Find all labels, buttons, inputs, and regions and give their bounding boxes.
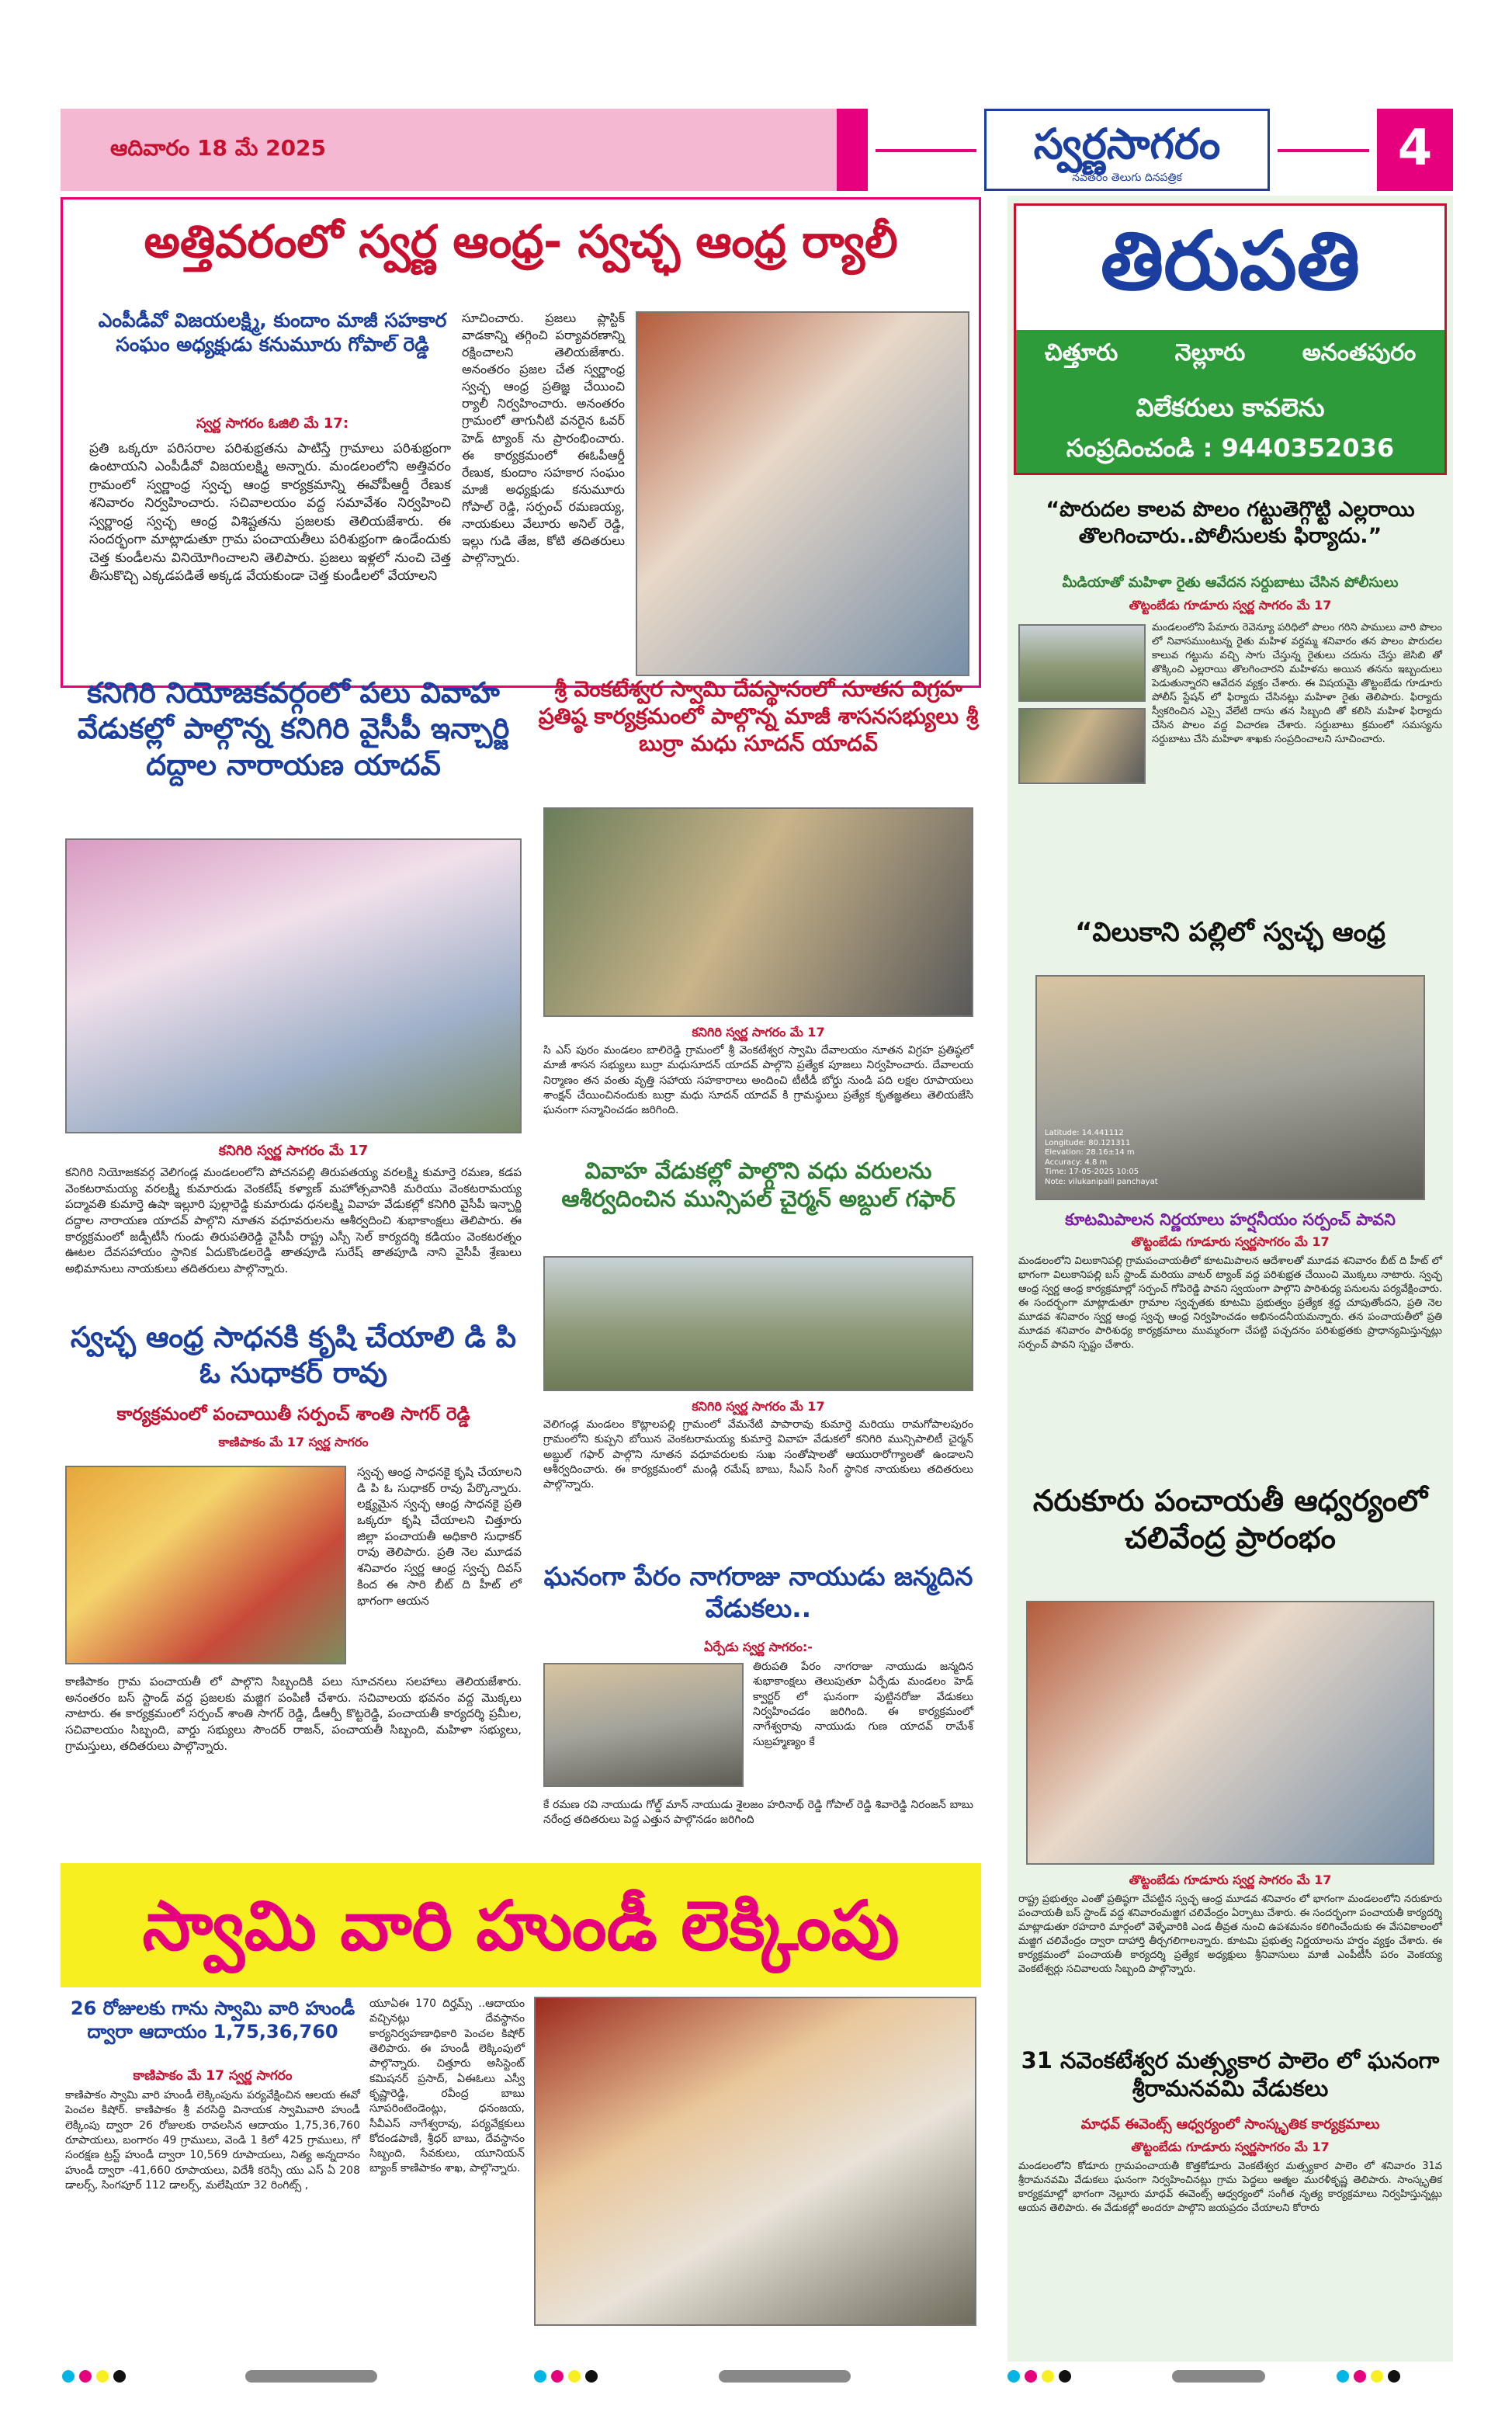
vilukani-photo-stamp: Latitude: 14.441112 Longitude: 80.121311 Elevation: 28.16±14 m Accuracy: 4.8 m Time: 17-05-2025 10:05 Note: vilukanipalli panchayat xyxy=(1045,1129,1158,1186)
masthead-rule-left xyxy=(876,149,976,152)
story-wedding xyxy=(536,1157,981,1591)
sriramanavami-dateline: తొట్టంబేడు గూడూరు స్వర్ణసాగరం మే 17 xyxy=(1131,2140,1330,2154)
ad-tirupati xyxy=(1014,203,1447,475)
temple-dateline: కనిగిరి స్వర్ణ సాగరం మే 17 xyxy=(692,1025,825,1039)
story-chalivendram xyxy=(1014,1483,1447,2011)
swachh-headline: స్వచ్ఛ ఆంధ్ర సాధనకి కృషి చేయాలి డి పి ఓ సుధాకర్ రావు xyxy=(70,1321,517,1390)
kanigiri-headline: కనిగిరి నియోజకవర్గంలో పలు వివాహ వేడుకల్లో పాల్గొన్న కనిగిరి వైసీపీ ఇన్చార్జి దద్దాల నారాయణ యాదవ్ xyxy=(77,676,510,782)
paper-name: స్వర్ణసాగరం xyxy=(1033,119,1221,168)
rally-body-1: ప్రతి ఒక్కరూ పరిసరాల పరిశుభ్రతను పాటిస్తే గ్రామాలు పరిశుభ్రంగా ఉంటాయని ఎంపీడీవో విజయలక్ష్మి అన్నారు. మండలంలోని అత్తివరం గ్రామంలో స్వర్ణాంధ్ర స్వచ్ఛ ఆంధ్ర కార్యక్రమాన్ని ఈవోపీఆర్డీ రేణుక శనివారం నిర్వహించారు. సచివాలయం వద్ద సమావేశం నిర్వహించి స్వర్ణాంధ్ర స్వచ్ఛ ఆంధ్ర విశిష్టతను ప్రజలకు తెలియజేశారు. ఈ సందర్భంగా మాట్లాడుతూ గ్రామ పంచాయతీలు పరిశుభ్రంగా ఉండేందుకు చెత్త కుండీలను వినియోగించాలని తెలిపారు. ప్రజలు ఇళ్లలో నుంచి చెత్త తీసుకొచ్చి ఎక్కడపడితే అక్కడ వేయకుండా చెత్త కుండీలలో వేయాలని xyxy=(89,441,451,585)
birthday-dateline: ఏర్పేడు స్వర్ణ సాగరం:- xyxy=(704,1640,813,1654)
birthday-photo xyxy=(543,1663,744,1787)
print-marks-left xyxy=(62,2368,130,2383)
hundi-banner-title: స్వామి వారి హుండీ లెక్కింపు xyxy=(142,1886,900,1966)
hundi-photo xyxy=(534,1997,976,2326)
chalivendram-headline: నరుకూరు పంచాయతీ ఆధ్వర్యంలో చలివేంద్ర ప్రారంభం xyxy=(1032,1484,1428,1555)
farmer-photo-2 xyxy=(1018,708,1146,784)
ad-district-3: అనంతపురం xyxy=(1302,339,1417,366)
page-number-box xyxy=(1377,109,1453,191)
wedding-headline: వివాహ వేడుకల్లో పాల్గొని వధు వరులను ఆశీర్వదించిన మున్సిపల్ చైర్మన్ అబ్దుల్ గఫార్ xyxy=(561,1157,955,1213)
temple-headline: శ్రీ వెంకటేశ్వర స్వామి దేవస్థానంలో నూతన విగ్రహ ప్రతిష్ఠ కార్యక్రమంలో పాల్గొన్న మాజీ శాసనసభ్యులు శ్రీ బుర్రా మధు సూదన్ యాదవ్ xyxy=(538,676,979,756)
swachh-body-2: కాణిపాకం గ్రామ పంచాయతీ లో పాల్గొని సిబ్బందికి పలు సూచనలు సలహాలు తెలియజేశారు. అనంతరం బస్ స్టాండ్ వద్ద ప్రజలకు మజ్జిగ పంపిణీ చేశారు. సచివాలయ భవనం వద్ద మొక్కలు నాటారు. ఈ కార్యక్రమంలో సర్పంచ్ శాంతి సాగర్ రెడ్డి, డీఆర్పీ కొట్టరెడ్డి, పంచాయతీ కార్యదర్శి ప్రమీల, సచివాలయం సిబ్బంది, వార్డు సభ్యులు సౌందర్ రాజన్, పంచాయతీ సిబ్బంది, మహిళా సభ్యులు, గ్రామస్తులు, తదితరులు పాల్గొన్నారు. xyxy=(65,1675,522,1753)
swachh-photo xyxy=(65,1466,346,1664)
rally-subhead: ఎంపీడీవో విజయలక్ష్మి, కుందాం మాజీ సహకార సంఘం అధ్యక్షుడు కనుమూరు గోపాల్ రెడ్డి xyxy=(98,309,447,356)
rally-body-2: సూచించారు. ప్రజలు ప్లాస్టిక్ వాడకాన్ని తగ్గించి పర్యావరణాన్ని రక్షించాలని తెలియజేశారు. అనంతరం ప్రజల చేత స్వర్ణాంధ్ర స్వచ్ఛ ఆంధ్ర ప్రతిజ్ఞ చేయించి ర్యాలీ నిర్వహించారు. అనంతరం గ్రామంలో తాగునీటి వనరైన ఓవర్ హెడ్ ట్యాంక్ ను ప్రారంభించారు. ఈ కార్యక్రమంలో ఈఓపీఆర్డీ రేణుక, కుందాం సహకార సంఘం మాజీ అధ్యక్షుడు కనుమూరు గోపాల్ రెడ్డి, సర్పంచ్ రమణయ్య, నాయకులు వేలూరు అనిల్ రెడ్డి, ఇల్లు గుడి తేజ, కోటి తదితరులు పాల్గొన్నారు. xyxy=(462,311,625,566)
ad-district-2: నెల్లూరు xyxy=(1174,339,1246,366)
hundi-dateline: కాణిపాకం మే 17 స్వర్ణ సాగరం xyxy=(133,2068,293,2084)
birthday-body-1: తిరుపతి పేరం నాగరాజు నాయుడు జన్మదిన శుభాకాంక్షలు తెలుపుతూ ఏర్పేడు మండలం హెడ్ క్వార్టర్ లో ఘనంగా పుట్టినరోజు వేడుకలు నిర్వహించడం జరిగింది. ఈ కార్యక్రమంలో నాగేశ్వరావు నాయుడు గుణ యాదవ్ రామేశ్ సుబ్రహ్మణ్యం కే xyxy=(753,1661,973,1748)
ad-title-box xyxy=(1016,206,1444,330)
birthday-headline: ఘనంగా పేరం నాగరాజు నాయుడు జన్మదిన వేడుకలు.. xyxy=(543,1561,973,1624)
swachh-body-1: స్వచ్ఛ ఆంధ్ర సాధనకై కృషి చేయాలని డి పి ఓ సుధాకర్ రావు పేర్కొన్నారు. లక్ష్యమైన స్వచ్ఛ ఆంధ్ర సాధనకై ప్రతి ఒక్కరూ కృషి చేయాలని చిత్తూరు జిల్లా పంచాయతీ అధికారి సుధాకర్ రావు తెలిపారు. ప్రతి నెల మూడవ శనివారం స్వర్ణ ఆంధ్ర స్వచ్ఛ దివస్ కింద ఈ సారి బీట్ ది హీట్ లో భాగంగా ఆయన xyxy=(357,1465,522,1608)
vilukani-caption: కూటమిపాలన నిర్ణయాలు హర్షనీయం సర్పంచ్ పావని xyxy=(1065,1210,1396,1229)
masthead-rule-right xyxy=(1278,149,1369,152)
ad-title: తిరుపతి xyxy=(1100,213,1361,308)
temple-body: సి ఎస్ పురం మండలం బాలిరెడ్డి గ్రామంలో శ్రీ వెంకటేశ్వర స్వామి దేవాలయం నూతన విగ్రహ ప్రతిష్ఠలో మాజీ శాసన సభ్యులు బుర్రా మధుసూదన్ యాదవ్ పాల్గొని ప్రత్యేక పూజలు నిర్వహించారు. దేవాలయ నిర్మాణం తన వంతు వృత్తి సహాయ సహకారాలు అందించి టీటీడీ బోర్డు నుండి పది లక్షల రూపాయలు శాంక్షన్ చేయించినందుకు బుర్రా మధు సూదన్ యాదవ్ కి గ్రామస్థులు ప్రత్యేక కృతజ్ఞతలు తెలియజేసి ఘనంగా సన్మానించడం జరిగింది. xyxy=(543,1044,973,1117)
masthead-date-bar xyxy=(61,109,868,191)
kanigiri-photo xyxy=(65,838,522,1133)
swachh-subhead: కార్యక్రమంలో పంచాయితీ సర్పంచ్ శాంతి సాగర్ రెడ్డి xyxy=(116,1404,470,1425)
wedding-dateline: కనిగిరి స్వర్ణ సాగరం మే 17 xyxy=(692,1399,825,1414)
vilukani-photo xyxy=(1035,975,1425,1200)
print-marks-far-right xyxy=(1337,2368,1405,2383)
masthead-logo xyxy=(984,109,1270,191)
print-bar-right xyxy=(1172,2368,1265,2383)
print-marks-mid xyxy=(534,2368,602,2383)
sriramanavami-headline: 31 నవెంకటేశ్వర మత్స్యకార పాలెం లో ఘనంగా శ్రీరామనవమి వేడుకలు xyxy=(1021,2047,1440,2102)
wedding-photo xyxy=(543,1256,973,1391)
story-sriramanavami xyxy=(1014,2046,1447,2357)
hundi-subhead: 26 రోజులకు గాను స్వామి వారి హుండీ ద్వారా ఆదాయం 1,75,36,760 xyxy=(70,1997,355,2042)
vilukani-headline: “విలుకాని పల్లిలో స్వచ్ఛ ఆంధ్ర xyxy=(1075,917,1385,948)
print-bar-left xyxy=(245,2368,377,2383)
sriramanavami-subhead: మాధవ్ ఈవెంట్స్ ఆధ్వర్యంలో సాంస్కృతిక కార్యక్రమాలు xyxy=(1080,2116,1380,2133)
story-swachh xyxy=(61,1320,526,1871)
rally-dateline: స్వర్ణ సాగరం ఓజిలి మే 17: xyxy=(196,415,349,432)
farmer-subhead: మీడియాతో మహిళా రైతు ఆవేదన సర్దుబాటు చేసిన పోలీసులు xyxy=(1062,574,1399,591)
kanigiri-dateline: కనిగిరి స్వర్ణ సాగరం మే 17 xyxy=(218,1143,369,1159)
story-hundi xyxy=(61,1992,981,2334)
vilukani-dateline: తొట్టంబేడు గూడూరు స్వర్ణసాగరం మే 17 xyxy=(1131,1234,1330,1249)
hundi-body-2: యూఏఈ 170 దిర్హమ్స్ ..ఆదాయం వచ్చినట్లు దేవస్థానం కార్యనిర్వహణాధికారి పెంచల కిషోర్ తెలిపారు. ఈ హుండీ లెక్కింపులో పాల్గొన్నారు. చిత్తూరు అసిస్టెంట్ కమిషనర్ ప్రసాద్, ఏఈఓలు ఎస్వీ కృష్ణారెడ్డి, రవీంద్ర బాబు సూపరింటెండెంట్లు, ధనంజయ, సీవీఎస్ నాగేశ్వరావు, పర్యవేక్షకులు కోదండపాణి, శ్రీధర్ బాబు, దేవస్థానం సిబ్బంది, సేవకులు, యూనియన్ బ్యాంక్ కాణిపాకం శాఖ, పాల్గొన్నారు. xyxy=(369,1997,525,2175)
ad-districts xyxy=(1016,339,1444,378)
birthday-body-2: కే రమణ రవి నాయుడు గోల్డ్ మాన్ నాయుడు శైలజం హరినాథ్ రెడ్డి గోపాల్ రెడ్డి శివారెడ్డి నిరంజన్ బాబు నరేంద్ర తదితరులు పెద్ద ఎత్తున పాల్గొనడం జరిగింది xyxy=(543,1799,973,1827)
print-marks-right xyxy=(1007,2368,1076,2383)
hundi-body-1: కాణిపాకం స్వామి వారి హుండీ లెక్కింపును పర్యవేక్షించిన ఆలయ ఈవో పెంచల కిషోర్. కాణిపాకం శ్రీ వరసిద్ధి వినాయక స్వామివారి హుండీ లెక్కింపు ద్వారా 26 రోజులకు రావలసిన ఆదాయం 1,75,36,760 రూపాయలు, బంగారం 49 గ్రాములు, వెండి 1 కిలో 425 గ్రాములు, గో సంరక్షణ ట్రస్ట్ హుండీ ద్వారా 10,569 రూపాయలు, నిత్య అన్నదానం హుండీ ద్వారా -41,660 రూపాయలు, విదేశీ కరెన్సీ యు ఎస్ ఏ 208 డాలర్స్, సింగపూర్ 112 డాలర్స్, మలేషియా 32 రింగిట్స్ , xyxy=(65,2089,360,2192)
story-rally xyxy=(61,197,981,688)
chalivendram-dateline: తొట్టంబేడు గూడూరు స్వర్ణ సాగరం మే 17 xyxy=(1129,1872,1332,1887)
sriramanavami-body: మండలంలోని కోడూరు గ్రామపంచాయతీ కొత్తకోడూరు వెంకటేశ్వర మత్స్యకార పాలెం లో శనివారం 31వ శ్రీరామనవమి వేడుకలు ఘనంగా నిర్వహించినట్లు గ్రామ పెద్దలు ఆత్మల మురళీకృష్ణ తెలిపారు. సాంస్కృతిక కార్యక్రమాల్లో భాగంగా నెల్లూరు మాధవ్ ఈవెంట్స్ ఆధ్వర్యంలో సంగీత నృత్య కార్యక్రమాలు నిర్వహిస్తున్నట్లు ఆయన తెలిపారు. ఈ వేడుకల్లో అందరూ పాల్గొని జయప్రదం చేయాలని కోరారు xyxy=(1018,2160,1442,2214)
paper-tagline: నవతరం తెలుగు దినపత్రిక xyxy=(1072,172,1182,184)
chalivendram-photo xyxy=(1026,1601,1434,1865)
swachh-dateline: కాణిపాకం మే 17 స్వర్ణ సాగరం xyxy=(218,1435,369,1449)
story-birthday xyxy=(536,1560,981,1871)
print-bar-mid xyxy=(719,2368,851,2383)
ad-wanted: విలేకరులు కావలెను xyxy=(1136,393,1325,422)
rally-photo xyxy=(636,311,969,676)
ad-district-1: చిత్తూరు xyxy=(1044,339,1118,366)
farmer-body: మండలంలోని పేమారు రెవెన్యూ పరిధిలో పొలం గరిని పాములు వారి పొలం లో నివాసముంటున్న రైతు మహిళ వర్దమ్మ శనివారం తన పొలం పొరుదల కాలువ గట్టును వచ్చి సాగు చేస్తున్న రైతులు చదును చేస్తు జెసిబి తో తొక్కించి ఎల్లరాయి తొలగించారని మహిళను అయిన తనను ఇబ్బందులు పెడుతున్నారని ఆవేదన వ్యక్తం చేశారు. ఈ విషయమై తొట్టంబేడు గూడూరు పోలీస్ స్టేషన్ లో ఫిర్యాదు చేసినట్లు మహిళా రైతు తెలిపారు. ఫిర్యాదు స్వీకరించిన ఎస్సై వేలేటి దాసు తన సిబ్బంది తో కలిసి మహిళ ఫిర్యాదు చేసిన పొలం వద్ద విచారణ చేశారు. సర్దుబాటు క్రమంలో సమస్యను సర్దుబాటు చేసి మహిళా శాఖకు సంప్రదించాలని సూచించారు. xyxy=(1152,622,1442,745)
vilukani-body: మండలంలోని విలుకానిపల్లి గ్రామపంచాయతీలో కూటమిపాలన ఆదేశాలతో మూడవ శనివారం బీట్ ది హీట్ లో భాగంగా విలుకానిపల్లి బస్ స్టాండ్ మరియు వాటర్ ట్యాంక్ వద్ద పరిశుభ్రత చేయించి మొక్కలు నాటారు. స్వచ్ఛ ఆంధ్ర స్వర్ణ ఆంధ్ర కార్యక్రమాల్లో సర్పంచ్ గోపిరెడ్డి పావని స్వయంగా పాల్గొని పారిశుధ్య పనులను పర్యవేక్షించారు. ఈ సందర్భంగా మాట్లాడుతూ గ్రామాల స్వచ్ఛతకు కూటమి ప్రభుత్వం ప్రత్యేక శ్రద్ధ చూపుతోందని, ప్రతి నెల మూడవ శనివారం స్వర్ణ ఆంధ్ర స్వచ్ఛ ఆంధ్ర నిర్వహించడం అభినందనీయమన్నారు. తన పంచాయతీలో ప్రతి మూడవ శనివారం పారిశుధ్య కార్యక్రమాలు ముమ్మరంగా చేపట్టి పచ్చదనం పరిశుభ్రతకు ప్రాధాన్యమిస్తున్నట్లు సర్పంచ్ పావని స్పష్టం చేశారు. xyxy=(1018,1255,1442,1351)
farmer-headline: “పొరుదల కాలవ పొలం గట్టుతెగ్గొట్టి ఎల్లరాయి తొలగించారు..పోలీసులకు ఫిర్యాదు.” xyxy=(1046,498,1415,548)
farmer-dateline: తొట్టంబేడు గూడూరు స్వర్ణ సాగరం మే 17 xyxy=(1129,598,1332,613)
rally-headline: అత్తివరంలో స్వర్ణ ఆంధ్ర- స్వచ్ఛ ఆంధ్ర ర్యాలీ xyxy=(144,215,898,268)
story-vilukani xyxy=(1014,916,1447,1475)
story-temple xyxy=(536,675,981,1133)
page-number: 4 xyxy=(1397,120,1433,177)
kanigiri-body: కనిగిరి నియోజకవర్గ వెలిగండ్ల మండలంలోని పోచనపల్లి తిరుపతయ్య వరలక్ష్మి కుమార్తె రమణ, కడప వెంకటరామయ్య వరలక్ష్మి కుమారుడు వెంకటేష్ కళ్యాణ్ మహోత్సవానికి మరియు వెంకటరామయ్య పద్మావతి కుమార్తె ఉషా ఇల్లూరి పుల్లారెడ్డి కుమారుడు ధనలక్ష్మి వివాహ వేడుకల్లో కనిగిరి వైసీపీ ఇన్చార్జి దద్దాల నారాయణ యాదవ్ పాల్గొని నూతన వధూవరులను ఆశీర్వదించి శుభాకాంక్షలు తెలిపారు. ఈ కార్యక్రమంలో జడ్పీటీసీ గుండు తిరుపతిరెడ్డి వైసీపీ రాష్ట్ర ఎస్సీ సెల్ కార్యదర్శి కడియం వెంకటరత్నం ఊటల దేవసహాయం స్థానిక ఏదుకొండలరెడ్డి తాతపూడి సురేష్ తాతపూడి నాని వైసీపీ శ్రేణులు అభిమానులు నాయకులు తదితరులు పాల్గొన్నారు. xyxy=(65,1165,522,1276)
temple-photo xyxy=(543,807,973,1017)
wedding-body: వెలిగండ్ల మండలం కొట్లాలపల్లి గ్రామంలో వేమనేటి పాపారావు కుమార్తె మరియు రామగోపాలపురం గ్రామంలోని కుప్పని బోయిన వెంకటరామయ్య కుమార్తె వివాహ వేడుకలో కనిగిరి మున్సిపాలిటీ చైర్మన్ అబ్దుల్ గఫార్ పాల్గొని నూతన వధూవరులకు సుఖ సంతోషాలతో ఆయురారోగ్యాలతో ఉండాలని ఆశీర్వదించారు. ఈ కార్యక్రమంలో మండ్లి రమేష్ బాబు, సీఎస్ సింగ్ స్థానిక నాయకులు తదితరులు పాల్గొన్నారు. xyxy=(543,1418,973,1491)
issue-date: ఆదివారం 18 మే 2025 xyxy=(110,135,327,161)
story-kanigiri xyxy=(61,675,526,1304)
farmer-photo-1 xyxy=(1018,624,1146,702)
ad-contact: సంప్రదించండి : 9440352036 xyxy=(1066,433,1395,463)
story-farmer xyxy=(1014,497,1447,901)
hundi-banner xyxy=(61,1863,981,1987)
chalivendram-body: రాష్ట్ర ప్రభుత్వం ఎంతో ప్రతిష్ఠగా చేపట్టిన స్వచ్ఛ ఆంధ్ర మూడవ శనివారం లో భాగంగా మండలంలోని నరుకూరు పంచాయతీ బస్ స్టాండ్ వద్ద శనివారంమజ్జిగ చలివేంద్రం ఏర్పాటు చేశారు. ఈ సందర్భంగా పంచాయతీ కార్యదర్శి మాట్లాడుతూ రహదారి మార్గంలో వెళ్ళేవారికి ఎండ తీవ్రత నుంచి ఉపశమనం కలిగించేందుకు ఈ వేసవికాలంలో మజ్జిగ చలివేంద్రం ద్వారా దాహార్తి తీర్చగలిగాలన్నారు. కూటమి ప్రభుత్వ నిర్ణయాలను హర్షం వ్యక్తం చేశారు. ఈ కార్యక్రమంలో పంచాయతీ కార్యదర్శి ప్రత్యేక అధ్యక్షులు శ్రీనివాసులు మాజీ ఎంపీటీసీ పరం వెంకయ్య వెంకటేశ్వర్లు సచివాలయ సిబ్బంది పాల్గొన్నారు. xyxy=(1018,1893,1442,1975)
